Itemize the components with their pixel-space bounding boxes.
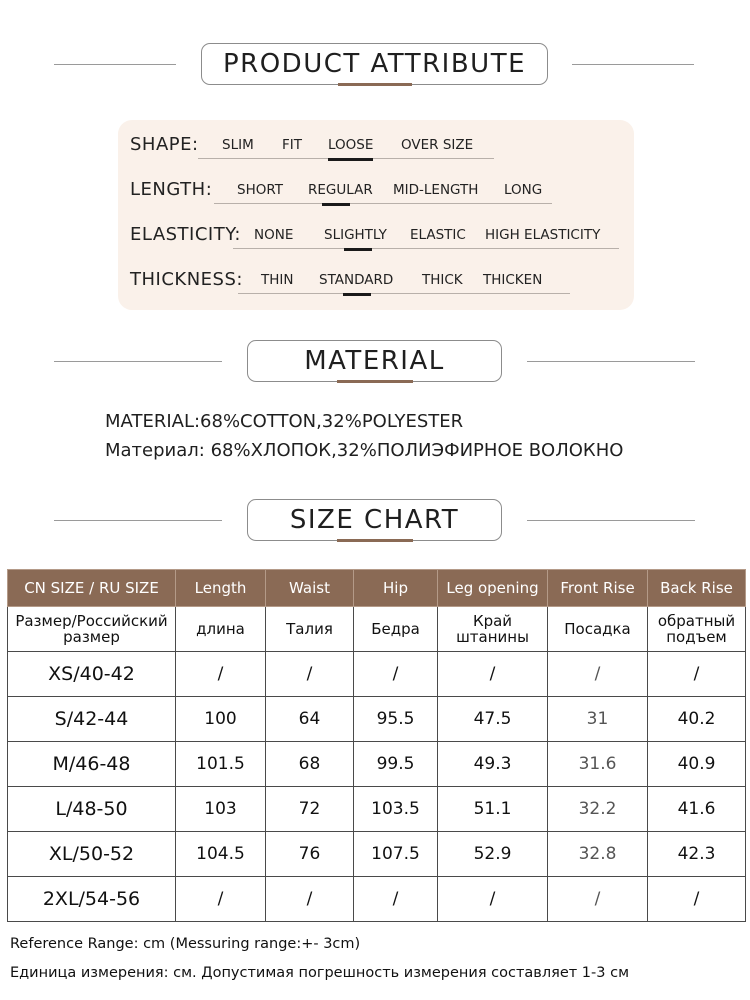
hip-cell: 95.5 — [354, 697, 438, 742]
leg-opening-cell: 52.9 — [438, 832, 548, 877]
header-rule-right — [527, 361, 695, 362]
back-rise-cell: / — [648, 652, 746, 697]
leg-opening-cell: 49.3 — [438, 742, 548, 787]
column-header: Hip — [354, 570, 438, 607]
back-rise-cell: 40.2 — [648, 697, 746, 742]
attr-label: ELASTICITY: — [130, 224, 241, 245]
attr-option: HIGH ELASTICITY — [485, 227, 601, 243]
section-title-pill — [201, 43, 548, 85]
hip-cell: / — [354, 652, 438, 697]
column-subheader: Размер/Российский размер — [8, 607, 176, 652]
table-header-row — [8, 570, 746, 607]
attr-option-selected: REGULAR — [308, 182, 373, 198]
attr-option-selected: SLIGHTLY — [324, 227, 387, 243]
front-rise-cell: 31 — [548, 697, 648, 742]
size-cell: 2XL/54-56 — [8, 877, 176, 922]
column-header: Length — [176, 570, 266, 607]
column-subheader: Талия — [266, 607, 354, 652]
attr-option: OVER SIZE — [401, 137, 474, 153]
front-rise-cell: / — [548, 877, 648, 922]
length-cell: / — [176, 652, 266, 697]
size-chart-title: SIZE CHART — [289, 505, 460, 535]
attr-option: FIT — [282, 137, 302, 153]
section-title-pill — [247, 340, 502, 382]
column-header: Back Rise — [648, 570, 746, 607]
header-rule-right — [527, 520, 695, 521]
header-rule-right — [572, 64, 694, 65]
product-attribute-header — [0, 43, 750, 87]
attr-option: SLIM — [222, 137, 254, 153]
section-title-pill — [247, 499, 502, 541]
title-accent-bar — [337, 539, 413, 542]
attr-row-length — [118, 173, 634, 203]
waist-cell: 64 — [266, 697, 354, 742]
column-header: Waist — [266, 570, 354, 607]
size-cell: L/48-50 — [8, 787, 176, 832]
table-row — [8, 787, 746, 832]
length-cell: 104.5 — [176, 832, 266, 877]
hip-cell: 103.5 — [354, 787, 438, 832]
table-row — [8, 697, 746, 742]
product-attribute-title: PRODUCT ATTRIBUTE — [222, 49, 527, 79]
attr-line — [214, 203, 552, 204]
back-rise-cell: 42.3 — [648, 832, 746, 877]
attr-option: THIN — [261, 272, 294, 288]
leg-opening-cell: / — [438, 652, 548, 697]
attr-row-elasticity — [118, 218, 634, 248]
table-row — [8, 742, 746, 787]
attr-line — [238, 293, 570, 294]
size-cell: M/46-48 — [8, 742, 176, 787]
attr-option: NONE — [254, 227, 294, 243]
reference-note-english: Reference Range: cm (Messuring range:+- 3cm) — [10, 936, 361, 952]
leg-opening-cell: 51.1 — [438, 787, 548, 832]
selected-underline — [343, 293, 371, 296]
selected-underline — [328, 158, 373, 161]
header-rule-left — [54, 361, 222, 362]
length-cell: 103 — [176, 787, 266, 832]
selected-underline — [344, 248, 372, 251]
waist-cell: / — [266, 652, 354, 697]
size-chart-header — [0, 499, 750, 543]
column-header: Leg opening — [438, 570, 548, 607]
back-rise-cell: 40.9 — [648, 742, 746, 787]
waist-cell: 68 — [266, 742, 354, 787]
column-subheader: Посадка — [548, 607, 648, 652]
material-header — [0, 340, 750, 384]
waist-cell: 72 — [266, 787, 354, 832]
size-chart-table — [7, 569, 746, 922]
material-russian: Материал: 68%ХЛОПОК,32%ПОЛИЭФИРНОЕ ВОЛОКНО — [105, 440, 624, 461]
attr-row-thickness — [118, 263, 634, 293]
material-title: MATERIAL — [304, 346, 445, 376]
reference-note-russian: Единица измерения: см. Допустимая погрешность измерения составляет 1-3 см — [10, 965, 630, 981]
table-row — [8, 832, 746, 877]
length-cell: 101.5 — [176, 742, 266, 787]
back-rise-cell: / — [648, 877, 746, 922]
column-subheader: длина — [176, 607, 266, 652]
selected-underline — [322, 203, 350, 206]
waist-cell: 76 — [266, 832, 354, 877]
size-cell: S/42-44 — [8, 697, 176, 742]
attr-option: THICKEN — [483, 272, 543, 288]
length-cell: 100 — [176, 697, 266, 742]
attr-option: ELASTIC — [410, 227, 466, 243]
size-cell: XS/40-42 — [8, 652, 176, 697]
hip-cell: 107.5 — [354, 832, 438, 877]
hip-cell: 99.5 — [354, 742, 438, 787]
column-header: CN SIZE / RU SIZE — [8, 570, 176, 607]
size-cell: XL/50-52 — [8, 832, 176, 877]
attr-line — [233, 248, 619, 249]
column-subheader: Бедра — [354, 607, 438, 652]
attr-option: THICK — [422, 272, 463, 288]
material-english: MATERIAL:68%COTTON,32%POLYESTER — [105, 411, 464, 432]
attr-label: THICKNESS: — [130, 269, 243, 290]
attr-option-selected: LOOSE — [328, 137, 374, 153]
front-rise-cell: / — [548, 652, 648, 697]
hip-cell: / — [354, 877, 438, 922]
waist-cell: / — [266, 877, 354, 922]
back-rise-cell: 41.6 — [648, 787, 746, 832]
attr-option: LONG — [504, 182, 543, 198]
table-row — [8, 652, 746, 697]
attr-label: SHAPE: — [130, 134, 199, 155]
table-subheader-row — [8, 607, 746, 652]
front-rise-cell: 32.8 — [548, 832, 648, 877]
attr-option: MID-LENGTH — [393, 182, 479, 198]
attr-option-selected: STANDARD — [319, 272, 394, 288]
leg-opening-cell: / — [438, 877, 548, 922]
column-subheader: Край штанины — [438, 607, 548, 652]
header-rule-left — [54, 520, 222, 521]
column-subheader: обратный подъем — [648, 607, 746, 652]
front-rise-cell: 31.6 — [548, 742, 648, 787]
attr-option: SHORT — [237, 182, 283, 198]
attribute-panel — [118, 120, 634, 310]
column-header: Front Rise — [548, 570, 648, 607]
attr-label: LENGTH: — [130, 179, 213, 200]
table-row — [8, 877, 746, 922]
front-rise-cell: 32.2 — [548, 787, 648, 832]
leg-opening-cell: 47.5 — [438, 697, 548, 742]
header-rule-left — [54, 64, 176, 65]
length-cell: / — [176, 877, 266, 922]
title-accent-bar — [337, 380, 413, 383]
attr-row-shape — [118, 128, 634, 158]
title-accent-bar — [338, 83, 412, 86]
